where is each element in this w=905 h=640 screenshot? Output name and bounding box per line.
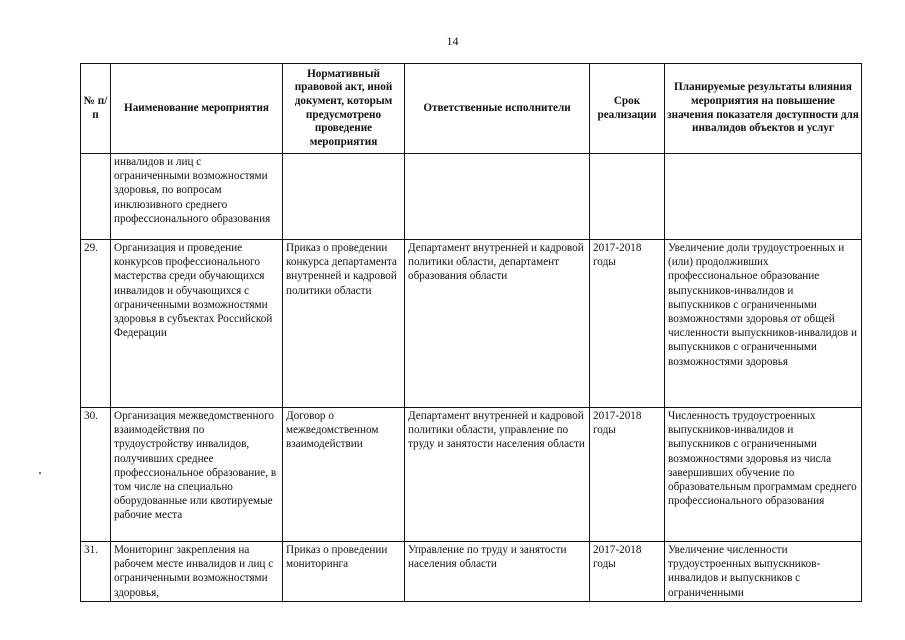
- cell-term: 2017-2018 годы: [590, 240, 665, 408]
- cell-resp: Управление по труду и занятости населения области: [405, 542, 590, 602]
- cell-norm: Приказ о проведении конкурса департамента внутренней и кадровой политики области: [283, 240, 405, 408]
- cell-result: Увеличение доли трудоустроенных и (или) продолживших профессиональное образование выпускников-инвалидов и выпускников с ограниченными возможностями здоровья от общей численности выпускников-инвалидов и выпускников с ограниченными возможностями здоровья: [665, 240, 862, 408]
- cell-term: [590, 154, 665, 240]
- cell-num: 31.: [81, 542, 111, 602]
- header-resp: Ответственные исполнители: [405, 64, 590, 154]
- cell-num: 29.: [81, 240, 111, 408]
- cell-resp: Департамент внутренней и кадровой политики области, департамент образования области: [405, 240, 590, 408]
- cell-norm: Договор о межведомственном взаимодействии: [283, 408, 405, 542]
- cell-name: Мониторинг закрепления на рабочем месте инвалидов и лиц с ограниченными возможностями здоровья,: [111, 542, 283, 602]
- cell-result: Увеличение численности трудоустроенных выпускников-инвалидов и выпускников с ограниченными: [665, 542, 862, 602]
- cell-num: [81, 154, 111, 240]
- header-norm: Нормативный правовой акт, иной документ, которым предусмотрено проведение мероприятия: [283, 64, 405, 154]
- cell-norm: [283, 154, 405, 240]
- scan-speck: [39, 472, 41, 474]
- header-name: Наименование мероприятия: [111, 64, 283, 154]
- header-result: Планируемые результаты влияния мероприятия на повышение значения показателя доступности для инвалидов объектов и услуг: [665, 64, 862, 154]
- cell-resp: Департамент внутренней и кадровой политики области, управление по труду и занятости населения области: [405, 408, 590, 542]
- page-number: 14: [446, 34, 459, 48]
- table-row: [81, 240, 862, 408]
- cell-result: Численность трудоустроенных выпускников-инвалидов и выпускников с ограниченными возможностями здоровья из числа завершивших обучение по образовательным программам среднего профессионального образования: [665, 408, 862, 542]
- cell-result: [665, 154, 862, 240]
- table-row: [81, 154, 862, 240]
- cell-name: инвалидов и лиц с ограниченными возможностями здоровья, по вопросам инклюзивного среднего профессионального образования: [111, 154, 283, 240]
- table-header-row: [81, 64, 862, 154]
- table-row: [81, 542, 862, 602]
- cell-term: 2017-2018 годы: [590, 408, 665, 542]
- cell-resp: [405, 154, 590, 240]
- header-num: № п/п: [81, 64, 111, 154]
- header-term: Срок реализации: [590, 64, 665, 154]
- measures-table: [80, 63, 862, 602]
- cell-name: Организация и проведение конкурсов профессионального мастерства среди обучающихся инвалидов и обучающихся с ограниченными возможностями здоровья в субъектах Российской Федерации: [111, 240, 283, 408]
- cell-term: 2017-2018 годы: [590, 542, 665, 602]
- cell-name: Организация межведомственного взаимодействия по трудоустройству инвалидов, получивших среднее профессиональное образование, в том числе на специально оборудованные или квотируемые рабочие места: [111, 408, 283, 542]
- table-row: [81, 408, 862, 542]
- cell-num: 30.: [81, 408, 111, 542]
- cell-norm: Приказ о проведении мониторинга: [283, 542, 405, 602]
